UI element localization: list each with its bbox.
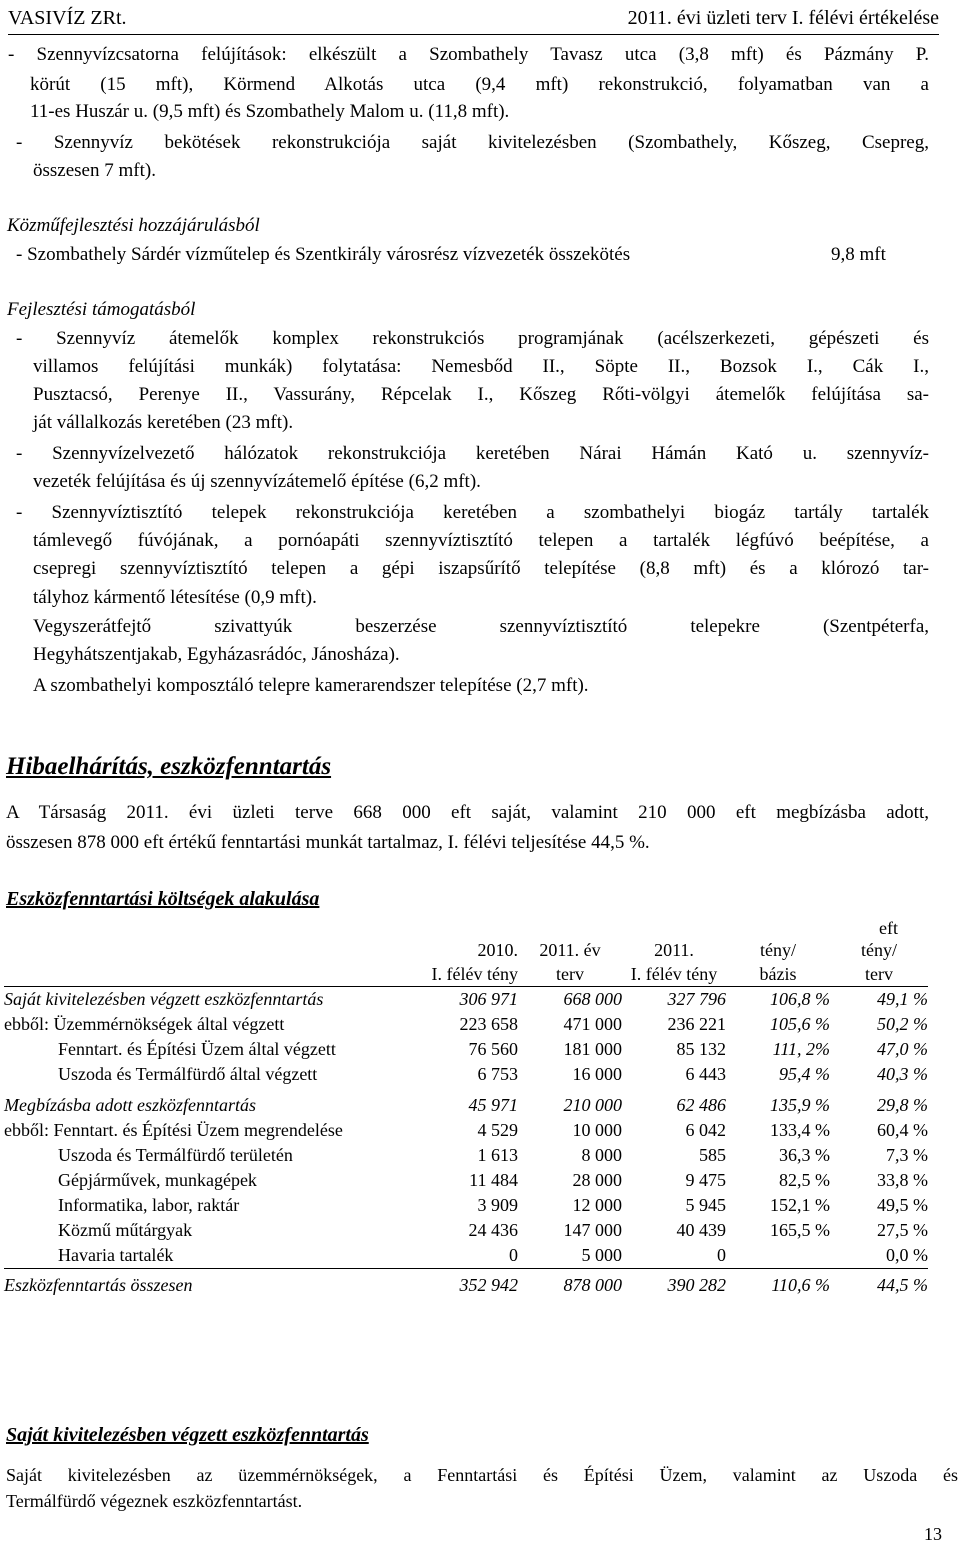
paragraph-line: Pusztacsó, Perenye II., Vassurány, Répcelak I., Kőszeg Rőti-völgyi átemelők felújítása sa- [33, 384, 929, 405]
table-cell: ebből: Fenntart. és Építési Üzem megrendelése [4, 1120, 343, 1140]
paragraph-line: - Szennyvízelvezető hálózatok rekonstrukciója keretében Nárai Hámán Kató u. szennyvíz- [16, 443, 929, 464]
table-cell: 105,6 % [770, 1014, 830, 1034]
table-cell: Gépjárművek, munkagépek [58, 1170, 257, 1190]
table-cell: 236 221 [667, 1014, 726, 1034]
table-cell: 152,1 % [770, 1195, 830, 1215]
table-row [4, 1012, 928, 1037]
table-unit: eft [879, 918, 898, 938]
table-cell: 49,5 % [877, 1195, 928, 1215]
table-cell: 210 000 [563, 1095, 622, 1115]
table-cell: 6 443 [685, 1064, 726, 1084]
table-row [4, 1118, 928, 1143]
paragraph-line: 11-es Huszár u. (9,5 mft) és Szombathely Malom u. (11,8 mft). [30, 101, 510, 122]
kozmu-line: - Szombathely Sárdér vízműtelep és Szentkirály városrész vízvezeték összekötés [16, 244, 631, 265]
table-cell: 12 000 [572, 1195, 622, 1215]
table-cell: 585 [699, 1145, 726, 1165]
table-header-row [4, 938, 928, 962]
table-cell: 45 971 [468, 1095, 518, 1115]
paragraph-line: tályhoz kármentő létesítése (0,9 mft). [33, 587, 317, 608]
table-cell: 27,5 % [877, 1220, 928, 1240]
table-cell: 181 000 [563, 1039, 622, 1059]
section-heading-hibaelharitas: Hibaelhárítás, eszközfenntartás [6, 753, 332, 780]
table-cell: 165,5 % [770, 1220, 830, 1240]
table-header-cell [4, 938, 414, 962]
paragraph-line: csepregi szennyvíztisztító telepen a gépi iszapsűrítő telepítése (8,8 mft) és a klórozó tar- [33, 558, 929, 579]
table-cell: Havaria tartalék [4, 1243, 414, 1269]
table-header-cell [4, 962, 414, 987]
table-header-cell: 2010. [477, 940, 518, 960]
page-number: 13 [924, 1524, 942, 1544]
table-header-cell: 2011. [654, 940, 694, 960]
table-cell: 28 000 [572, 1170, 622, 1190]
table-cell: 95,4 % [779, 1064, 830, 1084]
table-cell: Uszoda és Termálfürdő által végzett [58, 1064, 318, 1084]
table-total-row [4, 1269, 928, 1302]
paragraph-line: ját vállalkozás keretében (23 mft). [33, 412, 294, 433]
table-row [4, 1093, 928, 1118]
table-cell: 4 529 [477, 1120, 518, 1140]
paragraph-line: vezeték felújítása és új szennyvízátemelő építése (6,2 mft). [33, 471, 481, 492]
table-cell: 62 486 [676, 1095, 726, 1115]
table-cell: 135,9 % [770, 1095, 830, 1115]
paragraph-line: A Társaság 2011. évi üzleti terve 668 000 eft saját, valamint 210 000 eft megbízásba adott, [6, 802, 929, 823]
paragraph-line: összesen 878 000 eft értékű fenntartási munkát tartalmaz, I. félévi teljesítése 44,5 %. [6, 832, 650, 853]
table-cell: 76 560 [468, 1039, 518, 1059]
table-cell: 0 [414, 1243, 518, 1269]
table-header-cell: bázis [726, 962, 830, 987]
paragraph-line: - Szennyvízcsatorna felújítások: elkészült a Szombathely Tavasz utca (3,8 mft) és Pázmány P. [8, 44, 929, 65]
table-cell: 7,3 % [886, 1145, 928, 1165]
table-cell: 5 000 [518, 1243, 622, 1269]
table-cell: 471 000 [563, 1014, 622, 1034]
table-cell: Közmű műtárgyak [58, 1220, 193, 1240]
table-cell: 40,3 % [877, 1064, 928, 1084]
section-subtitle-kozmu: Közműfejlesztési hozzájárulásból [7, 215, 260, 236]
paragraph-line: Hegyhátszentjakab, Egyházasrádóc, Jánosháza). [33, 644, 400, 665]
table-header-cell: I. félév tény [414, 962, 518, 987]
kozmu-value: 9,8 mft [831, 244, 886, 265]
table-cell: 10 000 [572, 1120, 622, 1140]
table-cell: 111, 2% [772, 1039, 830, 1059]
table-title: Eszközfenntartási költségek alakulása [6, 888, 320, 910]
table-cell: 5 945 [685, 1195, 726, 1215]
table-cell: 24 436 [468, 1220, 518, 1240]
section-subtitle-fejlesztesi: Fejlesztési támogatásból [7, 299, 196, 320]
table-cell: 40 439 [676, 1220, 726, 1240]
table-cell: 110,6 % [771, 1274, 830, 1295]
table-cell: 327 796 [667, 989, 726, 1009]
section-heading-sajat: Saját kivitelezésben végzett eszközfenntartás [6, 1424, 369, 1446]
table-cell: 49,1 % [877, 989, 928, 1009]
table-cell: Eszközfenntartás összesen [4, 1274, 193, 1295]
table-cell: Saját kivitelezésben végzett eszközfenntartás [4, 989, 324, 1009]
table-cell: 878 000 [563, 1274, 622, 1295]
table-cell: 223 658 [459, 1014, 518, 1034]
table-row [4, 1218, 928, 1243]
table-header-row [4, 962, 928, 987]
table-row [4, 1168, 928, 1193]
table-cell: 60,4 % [877, 1120, 928, 1140]
table-cell: 11 484 [469, 1170, 518, 1190]
paragraph-line: villamos felújítási munkák) folytatása: Nemesbőd II., Söpte II., Bozsok I., Cák I., [33, 356, 929, 377]
table-cell: 8 000 [581, 1145, 622, 1165]
table-cell: 133,4 % [770, 1120, 830, 1140]
table-cell: Fenntart. és Építési Üzem által végzett [58, 1039, 336, 1059]
paragraph-line: - Szennyvíztisztító telepek rekonstrukciója keretében a szombathelyi biogáz tartály tartalék [16, 502, 929, 523]
table-header-cell: terv [830, 962, 928, 987]
table-row [4, 1037, 928, 1062]
page-header [8, 4, 939, 35]
table-cell: 82,5 % [779, 1170, 830, 1190]
paragraph-line: - Szennyvíz átemelők komplex rekonstrukciós programjának (acélszerkezeti, gépészeti és [16, 328, 929, 349]
paragraph-line: összesen 7 mft). [33, 160, 156, 181]
table-cell: 50,2 % [877, 1014, 928, 1034]
header-company: VASIVÍZ ZRt. [8, 7, 127, 29]
table-header-cell: 2011. év [539, 940, 601, 960]
table-row [4, 1243, 928, 1269]
table-cell: Informatika, labor, raktár [58, 1195, 240, 1215]
table-cell: Uszoda és Termálfürdő területén [58, 1145, 293, 1165]
table-cell: 6 753 [477, 1064, 518, 1084]
table-cell: 668 000 [563, 989, 622, 1009]
table-cell: 85 132 [676, 1039, 726, 1059]
table-cell: ebből: Üzemmérnökségek által végzett [4, 1014, 285, 1034]
paragraph-line: Saját kivitelezésben az üzemmérnökségek, a Fenntartási és Építési Üzem, valamint az Uszoda és [6, 1465, 958, 1485]
table-cell: 0,0 % [830, 1243, 928, 1269]
table-cell: 390 282 [667, 1274, 726, 1295]
paragraph-line: Vegyszerátfejtő szivattyúk beszerzése szennyvíztisztító telepekre (Szentpéterfa, [33, 616, 929, 637]
table-cell: 29,8 % [877, 1095, 928, 1115]
table-cell: 352 942 [459, 1274, 518, 1295]
paragraph-line: - Szennyvíz bekötések rekonstrukciója saját kivitelezésben (Szombathely, Kőszeg, Csepreg, [16, 132, 929, 153]
table-cell: Megbízásba adott eszközfenntartás [4, 1095, 256, 1115]
paragraph-line: A szombathelyi komposztáló telepre kamerarendszer telepítése (2,7 mft). [33, 675, 589, 696]
paragraph-line: Termálfürdő végeznek eszközfenntartást. [6, 1491, 303, 1511]
table-header-cell: terv [518, 962, 622, 987]
table-row [4, 1143, 928, 1168]
table-row [4, 1062, 928, 1087]
table-cell: 106,8 % [770, 989, 830, 1009]
table-header-cell: tény/ [861, 940, 897, 960]
table-row [4, 1193, 928, 1218]
table-cell: 6 042 [685, 1120, 726, 1140]
table-header-cell: I. félév tény [622, 962, 726, 987]
table-cell: 0 [622, 1243, 726, 1269]
table-cell: 1 613 [477, 1145, 518, 1165]
paragraph-line: támlevegő fúvójának, a pornóapáti szennyvíztisztító telepen a tartalék légfúvó beépítése, a [33, 530, 929, 551]
table-cell: 47,0 % [877, 1039, 928, 1059]
table-cell [726, 1243, 830, 1269]
table-cell: 147 000 [563, 1220, 622, 1240]
table-cell: 3 909 [477, 1195, 518, 1215]
cost-table [4, 938, 928, 1301]
header-document-title: 2011. évi üzleti terv I. félévi értékelése [627, 7, 939, 29]
table-row [4, 987, 928, 1013]
table-cell: 9 475 [685, 1170, 726, 1190]
table-cell: 33,8 % [877, 1170, 928, 1190]
table-cell: 306 971 [459, 989, 518, 1009]
table-cell: 44,5 % [877, 1274, 928, 1295]
table-cell: 36,3 % [779, 1145, 830, 1165]
paragraph-line: körút (15 mft), Körmend Alkotás utca (9,4 mft) rekonstrukció, folyamatban van a [30, 74, 929, 95]
table-header-cell: tény/ [760, 940, 796, 960]
table-cell: 16 000 [572, 1064, 622, 1084]
